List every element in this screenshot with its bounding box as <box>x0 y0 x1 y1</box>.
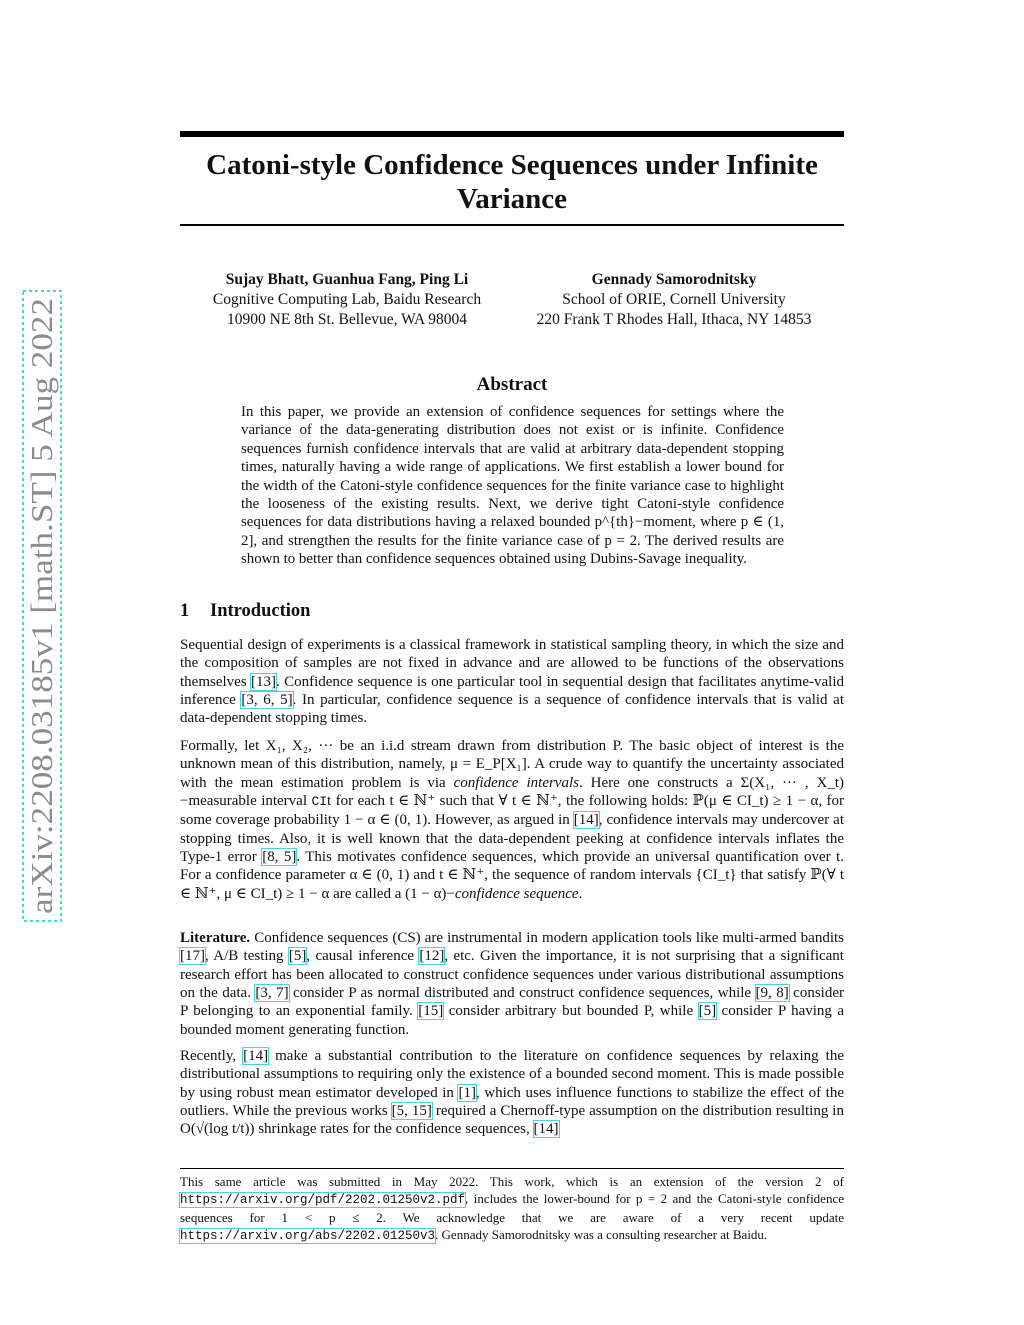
citation-link[interactable]: [17] <box>180 948 205 965</box>
footnote-url-link[interactable]: https://arxiv.org/pdf/2202.01250v2.pdf <box>180 1193 466 1207</box>
citation-link[interactable]: [3, 7] <box>255 985 289 1002</box>
citation-link[interactable]: [5, 15] <box>391 1103 432 1120</box>
citation-link[interactable]: [1] <box>458 1084 476 1101</box>
literature-paragraph: Literature. Confidence sequences (CS) are instrumental in modern application tools like multi-armed bandits [17], A/B testing [5], causal inference [12], etc. Given the importance, it is not surprising that a significant research effort has been allocated to construct confidence sequences under various distributional assumptions on the data. [3, 7] consider P as normal distributed and construct confidence sequences, while [9, 8] consider P belonging to an exponential family. [15] consider arbitrary but bounded P, while [5] consider P having a bounded moment generating function. <box>180 930 845 1038</box>
footnote-rule <box>180 1168 844 1169</box>
citation-link[interactable]: [14] <box>573 812 599 829</box>
section-title: Introduction <box>210 601 311 621</box>
citation-link[interactable]: [3, 6, 5] <box>241 692 293 709</box>
citation-link[interactable]: [5] <box>698 1003 717 1020</box>
abstract-text: In this paper, we provide an extension of confidence sequences for settings where the variance of the data-generating distribution does not exist or is infinite. Confidence sequences furnish confidence intervals that are valid at arbitrary data-dependent stopping times, naturally having a wide range of applications. We first establish a lower bound for the width of the Catoni-style confidence sequences for the finite variance case to highlight the looseness of the existing results. Next, we derive tight Catoni-style confidence sequences for data distributions having a relaxed bounded p^{th}−moment, where p ∈ (1, 2], and strengthen the results for the finite variance case of p = 2. The derived results are shown to better than confidence sequences obtained using Dubins-Savage inequality. <box>241 404 784 568</box>
footnote-url-link[interactable]: https://arxiv.org/abs/2202.01250v3 <box>180 1229 436 1243</box>
section-heading <box>180 600 310 622</box>
citation-link[interactable]: [15] <box>418 1003 444 1020</box>
citation-link[interactable]: [12] <box>419 948 445 965</box>
intro-paragraph-1: Sequential design of experiments is a classical framework in statistical sampling theory, in which the size and the composition of samples are not fixed in advance and are allowed to be functions of the observations themselves [13]. Confidence sequence is one particular tool in sequential design that facilitates anytime-valid inference [3, 6, 5]. In particular, confidence sequence is a sequence of confidence intervals that is valid at data-dependent stopping times. <box>180 637 844 727</box>
author-address: 10900 NE 8th St. Bellevue, WA 98004 <box>227 311 467 328</box>
arxiv-identifier: arXiv:2208.03185v1 [math.ST] 5 Aug 2022 <box>24 369 59 914</box>
section-number: 1 <box>180 601 190 621</box>
citation-link[interactable]: [13] <box>250 673 276 690</box>
inline-code: CI <box>311 794 328 810</box>
title-rule-top <box>180 131 844 137</box>
author-block-cornell <box>518 270 830 330</box>
author-address: 220 Frank T Rhodes Hall, Ithaca, NY 14853 <box>536 311 812 328</box>
intro-paragraph-2: Formally, let X₁, X₂, ··· be an i.i.d stream drawn from distribution P. The basic object of interest is the unknown mean of this distribution, namely, μ = E_P[X₁]. A crude way to quantify the uncertainty associated with the mean estimation problem is via confidence intervals. Here one constructs a Σ(X₁, ··· , X_t)−measurable interval CIt for each t ∈ ℕ⁺ such that ∀ t ∈ ℕ⁺, the following holds: ℙ(μ ∈ CI_t) ≥ 1 − α, for some coverage probability 1 − α ∈ (0, 1). However, as argued in [14], confidence intervals may undercover at stopping times. Also, it is well known that the data-dependent peeking at confidence intervals inflates the Type-1 error [8, 5]. This motivates confidence sequences, which provide an universal quantification over t. For a confidence parameter α ∈ (0, 1) and t ∈ ℕ⁺, the sequence of random intervals {CI_t} that satisfy ℙ(∀ t ∈ ℕ⁺, μ ∈ CI_t) ≥ 1 − α are called a (1 − α)−confidence sequence. <box>180 738 844 902</box>
citation-link[interactable]: [14] <box>243 1048 269 1064</box>
citation-link[interactable]: [14] <box>533 1121 559 1138</box>
citation-link[interactable]: [5] <box>288 948 307 965</box>
recent-work-paragraph: Recently, [14] make a substantial contribution to the literature on confidence sequences by relaxing the distributional assumptions to requiring only the existence of a bounded second moment. This is made possible by using robust mean estimator developed in [1], which uses influence functions to stabilize the effect of the outliers. While the previous works [5, 15] required a Chernoff-type assumption on the distribution resulting in O(√(log t/t)) shrinkage rates for the confidence sequences, [14] <box>180 1048 845 1138</box>
arxiv-stamp-graphic <box>22 290 62 922</box>
paper-title: Catoni-style Confidence Sequences under Infinite Variance <box>206 149 818 215</box>
paragraph-lead: Literature. <box>180 930 251 946</box>
footnote: This same article was submitted in May 2022. This work, which is an extension of the version 2 of https://arxiv.org/pdf/2202.01250v2.pdf, includes the lower-bound for p = 2 and the Catoni-style confidence sequences for 1 < p ≤ 2. We acknowledge that we are aware of a very recent update https://arxiv.org/abs/2202.01250v3. Gennady Samorodnitsky was a consulting researcher at Baidu. <box>180 1174 844 1243</box>
author-affiliation: School of ORIE, Cornell University <box>562 291 786 308</box>
citation-link[interactable]: [8, 5] <box>262 849 297 866</box>
arxiv-stamp <box>22 290 62 922</box>
author-names: Sujay Bhatt, Guanhua Fang, Ping Li <box>225 271 469 288</box>
author-affiliation: Cognitive Computing Lab, Baidu Research <box>212 291 482 308</box>
author-names: Gennady Samorodnitsky <box>591 271 757 288</box>
abstract-heading: Abstract <box>476 374 548 395</box>
emphasis: confidence sequence <box>454 885 579 902</box>
author-block-baidu <box>188 270 506 330</box>
citation-link[interactable]: [9, 8] <box>755 985 789 1002</box>
emphasis: confidence intervals <box>453 774 579 791</box>
title-rule-bottom <box>180 224 844 226</box>
